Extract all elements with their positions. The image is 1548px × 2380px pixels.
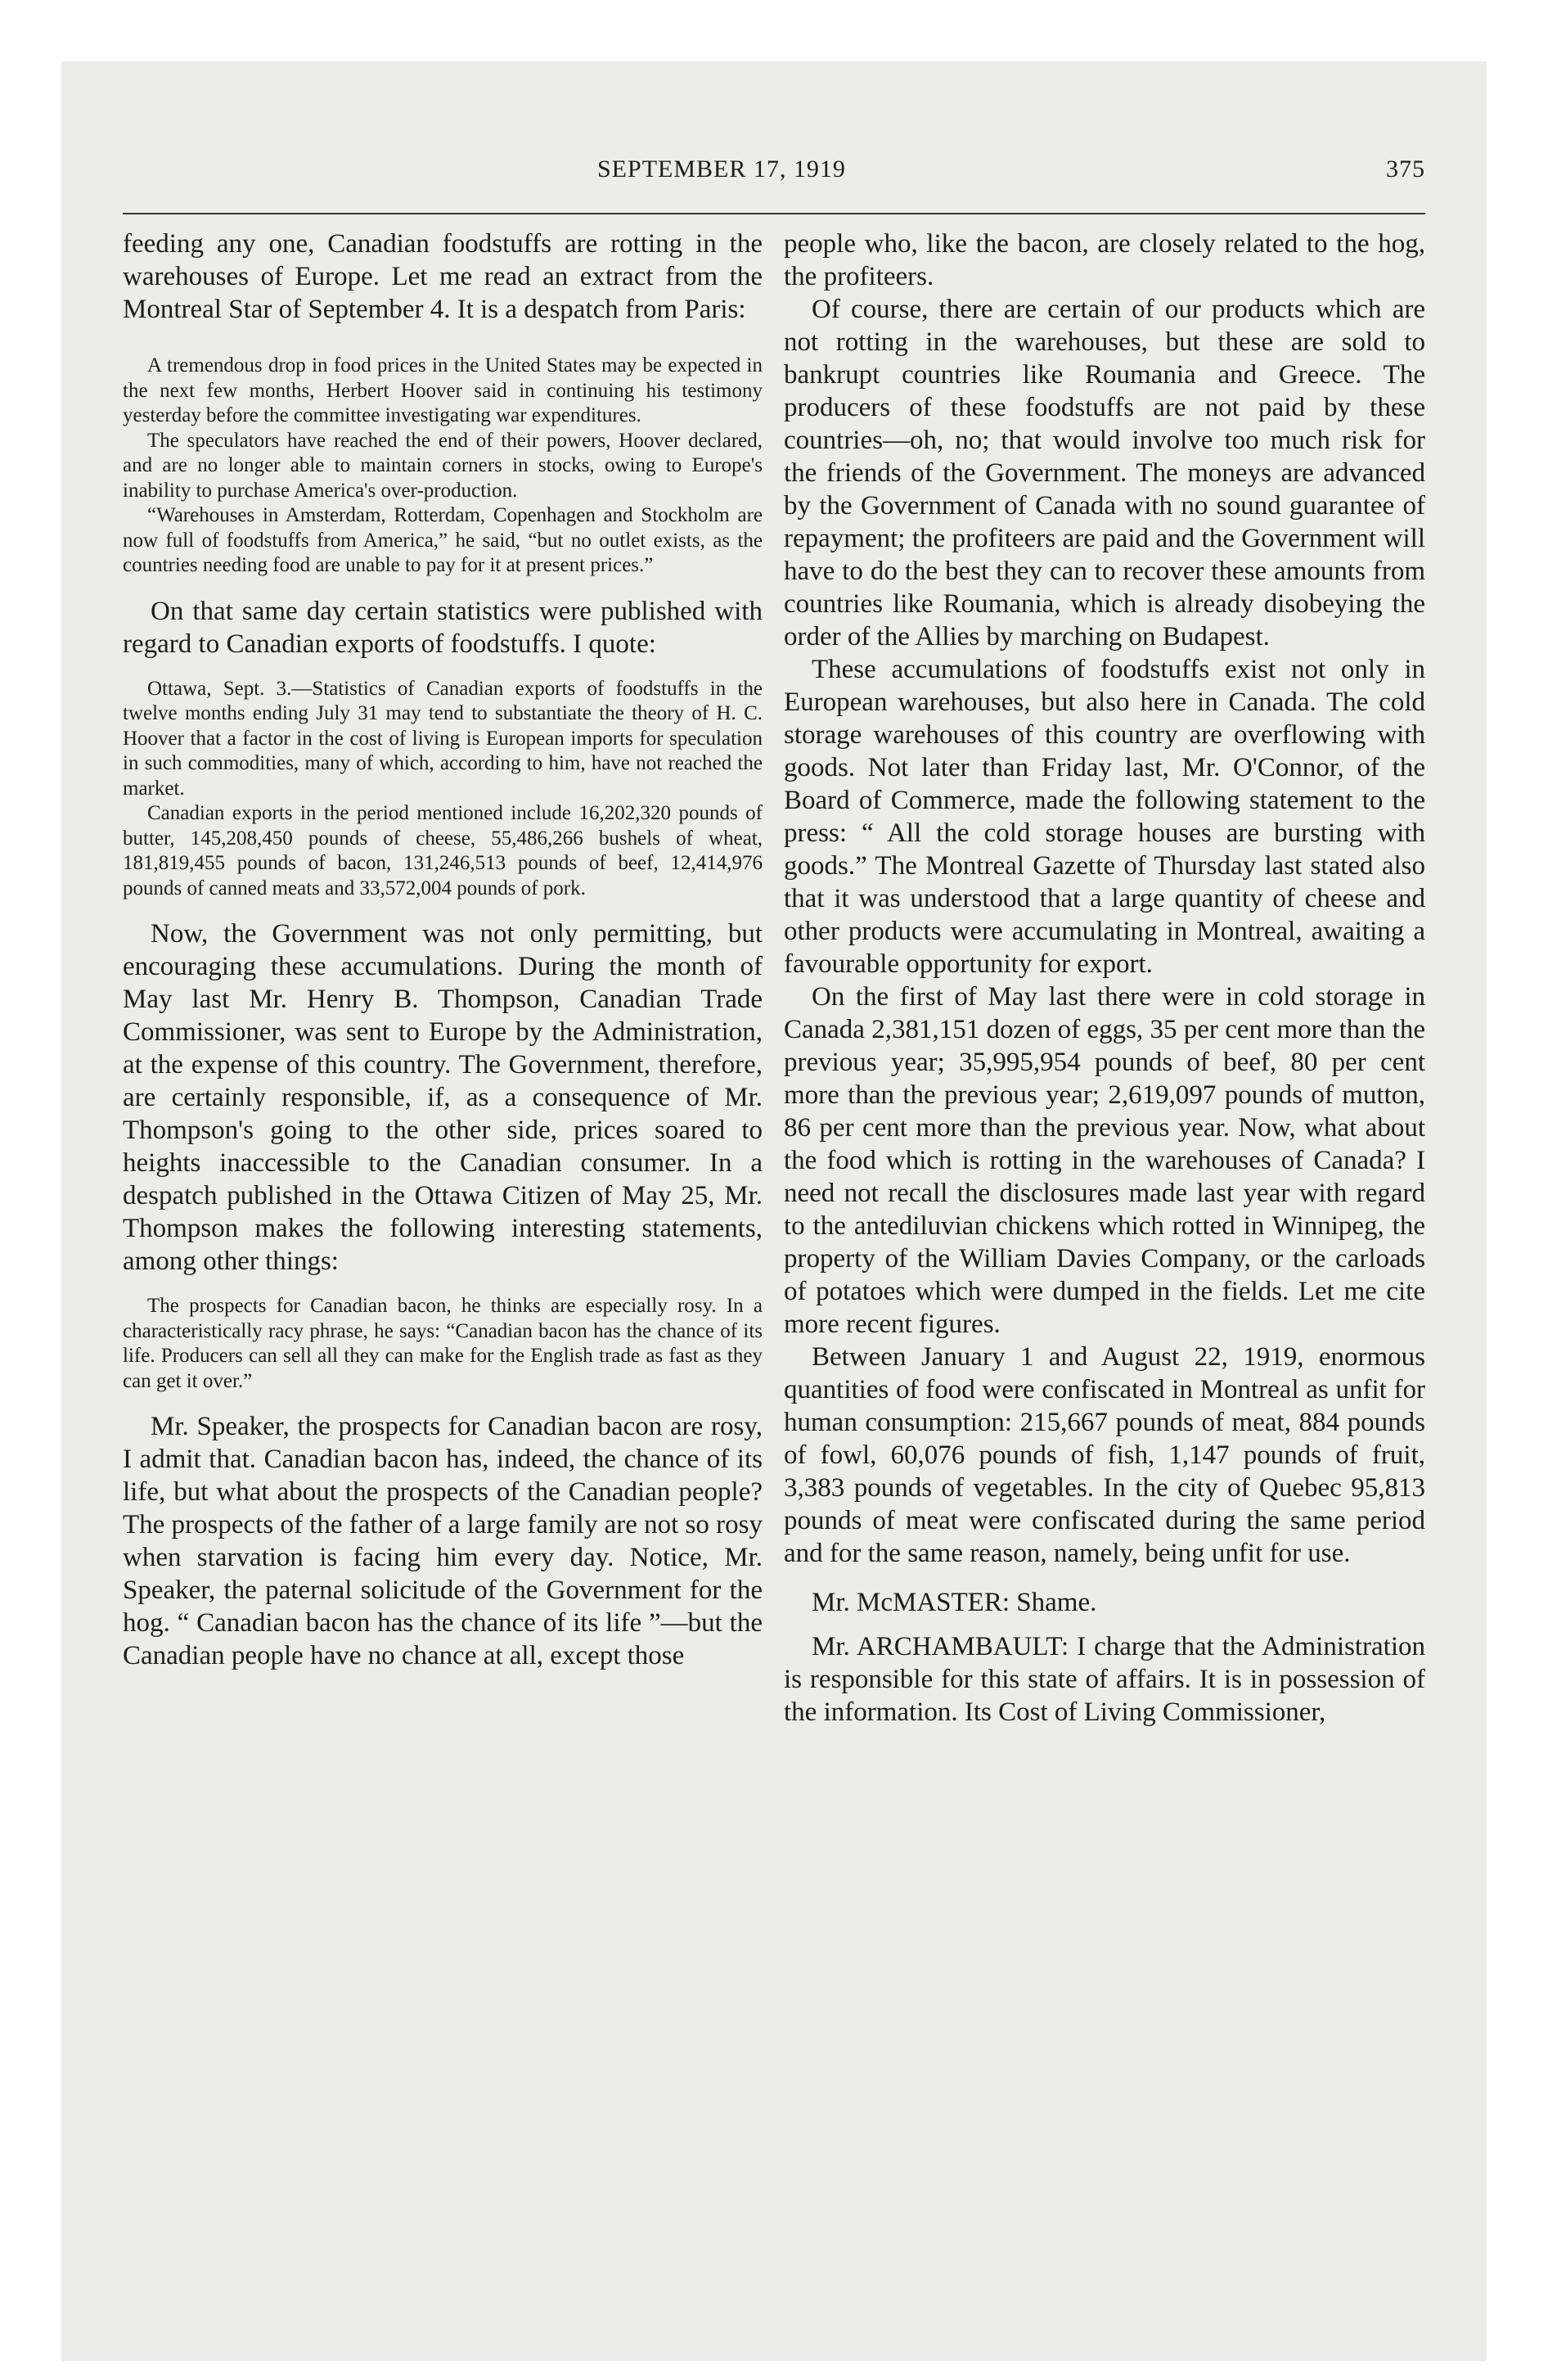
paragraph: Between January 1 and August 22, 1919, enormous quantities of food were confiscated in Montreal as unfit for human consumption: 215,667 pounds of meat, 884 pounds of fowl, 60,076 pounds of fish, 1,147 pounds of fruit, 3,383 pounds of vegetables. In the city of Quebec 95,813 pounds of meat were confiscated during the same period and for the same reason, namely, being unfit for use. xyxy=(784,1342,1425,1568)
paragraph: feeding any one, Canadian foodstuffs are rotting in the warehouses of Europe. Let me read an extract from the Montreal Star of September 4. It is a despatch from Paris: xyxy=(123,229,763,324)
quoted-paragraph: “Warehouses in Amsterdam, Rotterdam, Copenhagen and Stockholm are now full of foodstuffs from America,” he said, “but no outlet exists, as the countries needing food are unable to pay for it at present prices.” xyxy=(123,504,763,576)
quoted-paragraph: Canadian exports in the period mentioned include 16,202,320 pounds of butter, 145,208,450 pounds of cheese, 55,486,266 bushels of wheat, 181,819,455 pounds of bacon, 131,246,513 pounds of beef, 12,414,976 pounds of canned meats and 33,572,004 pounds of pork. xyxy=(123,802,763,899)
header-rule xyxy=(123,213,1425,214)
speaker-line: Mr. McMASTER: Shame. xyxy=(812,1588,1097,1617)
header-date: SEPTEMBER 17, 1919 xyxy=(597,156,846,183)
quoted-paragraph: The speculators have reached the end of their powers, Hoover declared, and are no longer able to maintain corners in stocks, owing to Europe's inability to purchase America's over-production. xyxy=(123,429,763,502)
page-content xyxy=(123,147,1425,2283)
paragraph: Of course, there are certain of our products which are not rotting in the warehouses, but these are sold to bankrupt countries like Roumania and Greece. The producers of these foodstuffs are not paid by these countries—oh, no; that would involve too much risk for the friends of the Government. The moneys are advanced by the Government of Canada with no sound guarantee of repayment; the profiteers are paid and the Government will have to do the best they can to recover these amounts from countries like Roumania, which is already disobeying the order of the Allies by marching on Budapest. xyxy=(784,295,1425,651)
running-header xyxy=(123,156,1425,195)
paragraph: people who, like the bacon, are closely related to the hog, the profiteers. xyxy=(784,229,1425,291)
paragraph: Now, the Government was not only permitting, but encouraging these accumulations. During the month of May last Mr. Henry B. Thompson, Canadian Trade Commissioner, was sent to Europe by the Administration, at the expense of this country. The Government, therefore, are certainly responsible, if, as a consequence of Mr. Thompson's going to the other side, prices soared to heights inaccessible to the Canadian consumer. In a despatch published in the Ottawa Citizen of May 25, Mr. Thompson makes the following interesting statements, among other things: xyxy=(123,919,763,1276)
paragraph: On the first of May last there were in cold storage in Canada 2,381,151 dozen of eggs, 35 per cent more than the previous year; 35,995,954 pounds of beef, 80 per cent more than the previous year; 2,619,097 pounds of mutton, 86 per cent more than the previous year. Now, what about the food which is rotting in the warehouses of Canada? I need not recall the disclosures made last year with regard to the antediluvian chickens which rotted in Winnipeg, the property of the William Davies Company, or the carloads of potatoes which were dumped in the fields. Let me cite more recent figures. xyxy=(784,982,1425,1339)
left-column xyxy=(123,228,763,1672)
quoted-paragraph: The prospects for Canadian bacon, he thinks are especially rosy. In a characteristically racy phrase, he says: “Canadian bacon has the chance of its life. Producers can sell all they can make for the English trade as fast as they can get it over.” xyxy=(123,1295,763,1392)
speaker-line: Mr. ARCHAMBAULT: I charge that the Administration is responsible for this state of affairs. It is in possession of the information. Its Cost of Living Commissioner, xyxy=(784,1632,1425,1727)
quoted-paragraph: A tremendous drop in food prices in the United States may be expected in the next few months, Herbert Hoover said in continuing his testimony yesterday before the committee investigating war expenditures. xyxy=(123,354,763,426)
quoted-paragraph: Ottawa, Sept. 3.—Statistics of Canadian exports of foodstuffs in the twelve months ending July 31 may tend to substantiate the theory of H. C. Hoover that a factor in the cost of living is European imports for speculation in such commodities, many of which, according to him, have not reached the market. xyxy=(123,677,763,800)
paragraph: On that same day certain statistics were published with regard to Canadian exports of foodstuffs. I quote: xyxy=(123,596,763,659)
page-number: 375 xyxy=(1386,156,1425,183)
right-column xyxy=(784,228,1425,1729)
paragraph: Mr. Speaker, the prospects for Canadian bacon are rosy, I admit that. Canadian bacon has, indeed, the chance of its life, but what about the prospects of the Canadian people? The prospects of the father of a large family are not so rosy when starvation is facing him every day. Notice, Mr. Speaker, the paternal solicitude of the Government for the hog. “ Canadian bacon has the chance of its life ”—but the Canadian people have no chance at all, except those xyxy=(123,1412,763,1670)
paragraph: These accumulations of foodstuffs exist not only in European warehouses, but also here in Canada. The cold storage warehouses of this country are overflowing with goods. Not later than Friday last, Mr. O'Connor, of the Board of Commerce, made the following statement to the press: “ All the cold storage houses are bursting with goods.” The Montreal Gazette of Thursday last stated also that it was understood that a large quantity of cheese and other products were accumulating in Montreal, awaiting a favourable opportunity for export. xyxy=(784,655,1425,979)
